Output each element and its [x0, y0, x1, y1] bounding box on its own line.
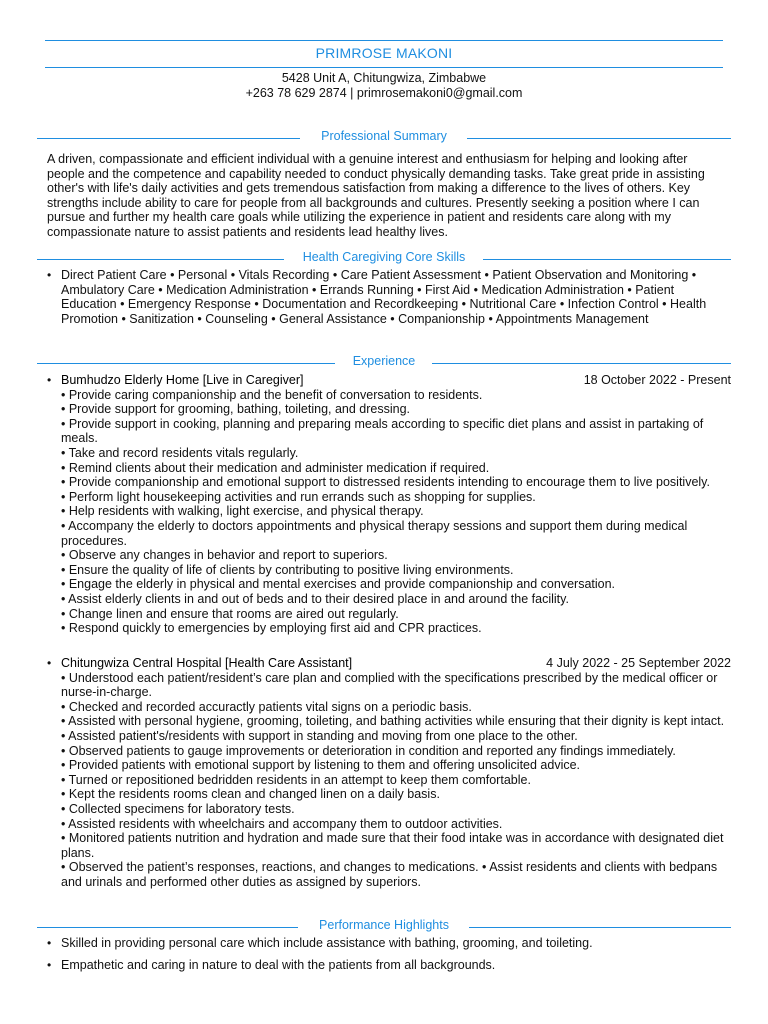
skills-list-item — [47, 268, 731, 326]
skills-text: Direct Patient Care • Personal • Vitals Recording • Care Patient Assessment • Patient Observation and Monitoring • Ambulatory Care • Medication Administration • Errands Running • First Aid • Medication Administration • Patient Education • Emergency Response • Documentation and Recordkeeping • Nutritional Care • Infection Control • Health Promotion • Sanitization • Counseling • General Assistance • Companionship • Appointments Management — [61, 268, 707, 326]
job-duty: • Provided patients with emotional support by listening to them and offering unsolicited advice. — [61, 758, 581, 773]
job-duty: • Remind clients about their medication and administer medication if required. — [61, 460, 490, 475]
job-entry — [47, 656, 731, 890]
job-duty: • Observed the patient’s responses, reactions, and changes to medications. • Assist residents and clients with bedpans and urinals and performed other duties as assigned by superiors. — [61, 860, 718, 889]
job-duty: • Engage the elderly in physical and mental exercises and provide companionship and conversation. — [61, 577, 616, 592]
job-duty: • Respond quickly to emergencies by employing first aid and CPR practices. — [61, 621, 482, 636]
section-title-summary: Professional Summary — [321, 129, 447, 143]
job-duty: • Observed patients to gauge improvements or deterioration in condition and reported any findings immediately. — [61, 743, 676, 758]
highlight-text: Skilled in providing personal care which include assistance with bathing, grooming, and toileting. — [61, 936, 593, 950]
job-duty: • Provide companionship and emotional support to distressed residents intending to encourage them to live positively. — [61, 475, 710, 490]
job-entry — [47, 373, 731, 636]
summary-text: A driven, compassionate and efficient individual with a genuine interest and enthusiasm for helping and looking after people and the competence and capability needed to conduct physically demanding tasks. Take great pride in assisting other's with life's daily activities and gets tremendous satisfaction from making a difference to the lives of others. Key strengths include ability to care for people from all backgrounds and cultures. Presently seeking a position where I can pursue and further my health care goals while utilizing the experience in patient and residents care along with my compassionate nature to assist patients and residents lead healthy lives. — [47, 152, 705, 239]
job-duty: • Provide caring companionship and the benefit of conversation to residents. — [61, 387, 483, 402]
highlight-item — [47, 936, 731, 951]
bullet-icon: • — [47, 656, 52, 670]
bullet-icon: • — [47, 373, 52, 387]
job-date: 18 October 2022 - Present — [583, 373, 731, 387]
job-duty: • Assisted with personal hygiene, grooming, toileting, and bathing activities while ensuring that their dignity is kept intact. — [61, 714, 725, 729]
job-duty: • Kept the residents rooms clean and changed linen on a daily basis. — [61, 787, 440, 802]
job-title: Chitungwiza Central Hospital [Health Care Assistant] — [61, 656, 353, 670]
job-duty: • Monitored patients nutrition and hydration and made sure that their food intake was in accordance with designated diet plans. — [61, 831, 724, 860]
job-duty: • Understood each patient/resident’s care plan and complied with the specifications prescribed by the medical officer or nurse-in-charge. — [61, 670, 718, 700]
section-title-highlights: Performance Highlights — [319, 918, 449, 932]
job-duty: • Take and record residents vitals regularly. — [61, 445, 299, 460]
job-duty: • Checked and recorded accuractly patients vital signs on a periodic basis. — [61, 699, 472, 714]
job-duty: • Accompany the elderly to doctors appointments and physical therapy sessions and support them during medical procedures. — [61, 518, 688, 548]
job-duty: • Collected specimens for laboratory tests. — [61, 801, 295, 816]
job-duty: • Assist elderly clients in and out of beds and to their desired place in and around the facility. — [61, 591, 569, 606]
bullet-icon: • — [47, 936, 52, 950]
job-duty: • Provide support for grooming, bathing, toileting, and dressing. — [61, 402, 411, 417]
job-duty: • Ensure the quality of life of clients by contributing to positive living environments. — [61, 562, 514, 577]
highlight-text: Empathetic and caring in nature to deal with the patients from all backgrounds. — [61, 958, 496, 972]
job-duty: • Perform light housekeeping activities and run errands such as shopping for supplies. — [61, 489, 536, 504]
header-rule-top — [45, 40, 723, 41]
job-duty: • Help residents with walking, light exercise, and physical therapy. — [61, 504, 424, 519]
contact-line: +263 78 629 2874 | primrosemakoni0@gmail.com — [245, 86, 523, 100]
job-duty: • Assisted patient's/residents with support in standing and moving from one place to the other. — [61, 728, 578, 743]
address: 5428 Unit A, Chitungwiza, Zimbabwe — [281, 71, 487, 85]
job-duty: • Turned or repositioned bedridden residents in an attempt to keep them comfortable. — [61, 772, 531, 787]
candidate-name: PRIMROSE MAKONI — [315, 45, 453, 61]
job-title: Bumhudzo Elderly Home [Live in Caregiver] — [61, 373, 304, 387]
section-title-skills: Health Caregiving Core Skills — [302, 250, 466, 264]
section-title-experience: Experience — [352, 354, 416, 368]
highlight-item — [47, 958, 731, 973]
job-duty: • Observe any changes in behavior and report to superiors. — [61, 548, 388, 563]
bullet-icon: • — [47, 958, 52, 972]
bullet-icon: • — [47, 268, 52, 282]
job-duty: • Provide support in cooking, planning and preparing meals according to specific diet plans and assist in partaking of meals. — [61, 416, 704, 446]
job-duty: • Change linen and ensure that rooms are aired out regularly. — [61, 606, 399, 621]
header-rule-bottom — [45, 67, 723, 68]
job-date: 4 July 2022 - 25 September 2022 — [546, 656, 731, 670]
job-duty: • Assisted residents with wheelchairs and accompany them to outdoor activities. — [61, 816, 503, 831]
